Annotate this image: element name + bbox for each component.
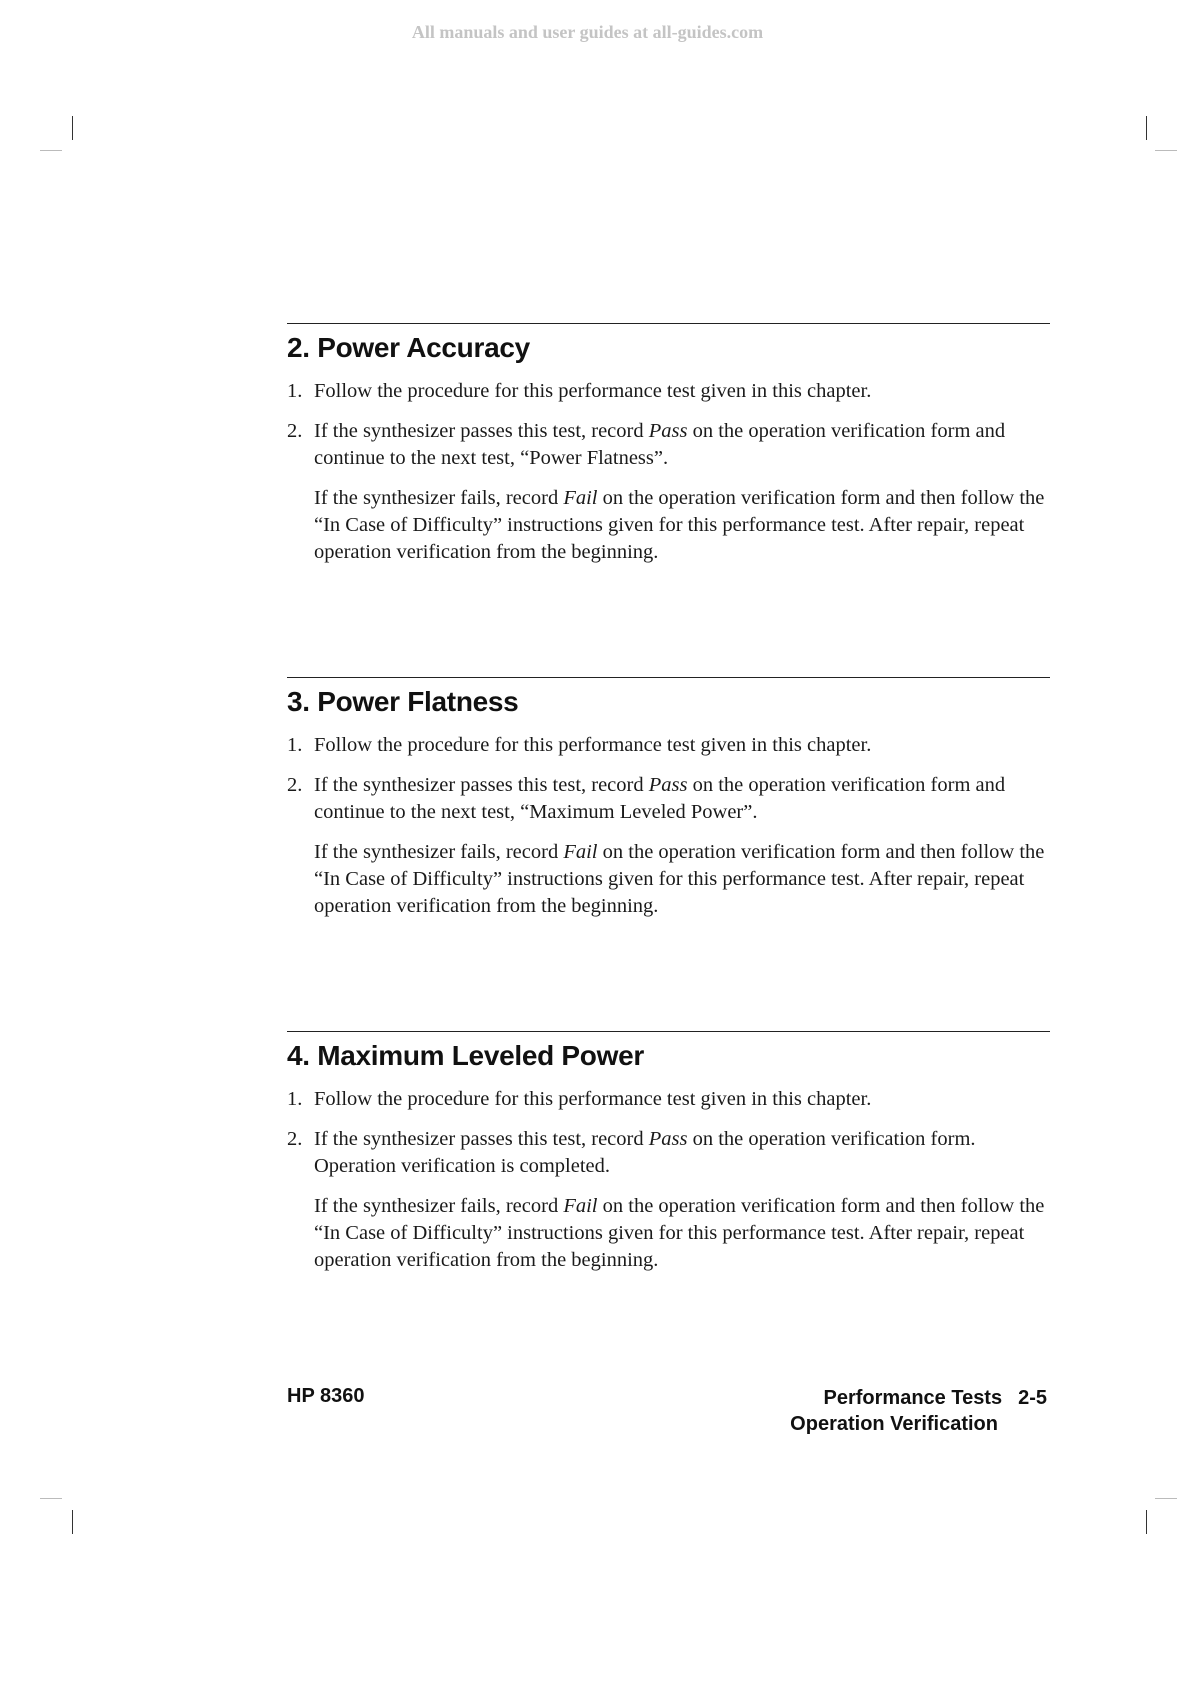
watermark: All manuals and user guides at all-guides.com (411, 22, 764, 42)
step-text: Follow the procedure for this performance test given in this chapter. (314, 1088, 872, 1110)
footer-model: HP 8360 (287, 1385, 365, 1407)
crop-mark-bottom-right-h (1155, 1498, 1177, 1499)
step-text: If the synthesizer passes this test, record Pass on the operation verification form. Operation verification is completed. (314, 1128, 976, 1177)
step-number: 2. (287, 1128, 303, 1150)
footer-running-head (790, 1385, 1047, 1437)
fail-paragraph: If the synthesizer fails, record Fail on the operation verification form and then follow the “In Case of Difficulty” instructions given for this performance test. After repair, repeat operation verification from the beginning. (314, 841, 1045, 917)
fail-paragraph: If the synthesizer fails, record Fail on the operation verification form and then follow the “In Case of Difficulty” instructions given for this performance test. After repair, repeat operation verification from the beginning. (314, 487, 1045, 563)
section-maximum-leveled-power (287, 1031, 1050, 1287)
step-item (287, 1126, 1050, 1274)
step-item (287, 418, 1050, 566)
section-power-accuracy (287, 323, 1050, 579)
pass-term: Pass (648, 420, 688, 442)
step-item (287, 772, 1050, 920)
step-list (287, 378, 1050, 566)
section-power-flatness (287, 677, 1050, 933)
crop-mark-top-right-h (1155, 150, 1177, 151)
pass-term: Pass (648, 1128, 688, 1150)
crop-mark-top-left (72, 116, 73, 140)
step-text: Follow the procedure for this performance test given in this chapter. (314, 380, 872, 402)
page-number: 2-5 (1018, 1387, 1047, 1409)
fail-term: Fail (563, 841, 598, 863)
section-rule (287, 1031, 1050, 1032)
crop-mark-top-left-h (40, 150, 62, 151)
step-list (287, 1086, 1050, 1274)
step-item (287, 1086, 1050, 1113)
section-title: 4. Maximum Leveled Power (287, 1040, 644, 1071)
fail-term: Fail (563, 487, 598, 509)
section-rule (287, 323, 1050, 324)
crop-mark-bottom-left-h (40, 1498, 62, 1499)
crop-mark-bottom-left (72, 1510, 73, 1534)
step-list (287, 732, 1050, 920)
section-title: 3. Power Flatness (287, 686, 519, 717)
fail-term: Fail (563, 1195, 598, 1217)
footer-subsection: Operation Verification (790, 1413, 998, 1435)
crop-mark-top-right (1146, 116, 1147, 140)
step-item (287, 732, 1050, 759)
step-item (287, 378, 1050, 405)
footer-chapter: Performance Tests (823, 1387, 1003, 1409)
step-number: 2. (287, 774, 303, 796)
step-text: Follow the procedure for this performance test given in this chapter. (314, 734, 872, 756)
step-text: If the synthesizer passes this test, record Pass on the operation verification form and continue to the next test, “Maximum Leveled Power”. (314, 774, 1006, 823)
fail-paragraph: If the synthesizer fails, record Fail on the operation verification form and then follow the “In Case of Difficulty” instructions given for this performance test. After repair, repeat operation verification from the beginning. (314, 1195, 1045, 1271)
step-number: 1. (287, 734, 303, 756)
step-number: 1. (287, 1088, 303, 1110)
crop-mark-bottom-right (1146, 1510, 1147, 1534)
step-number: 2. (287, 420, 303, 442)
step-text: If the synthesizer passes this test, record Pass on the operation verification form and continue to the next test, “Power Flatness”. (314, 420, 1006, 469)
section-rule (287, 677, 1050, 678)
section-title: 2. Power Accuracy (287, 332, 530, 363)
step-number: 1. (287, 380, 303, 402)
footer-line-1 (790, 1385, 1047, 1411)
pass-term: Pass (648, 774, 688, 796)
